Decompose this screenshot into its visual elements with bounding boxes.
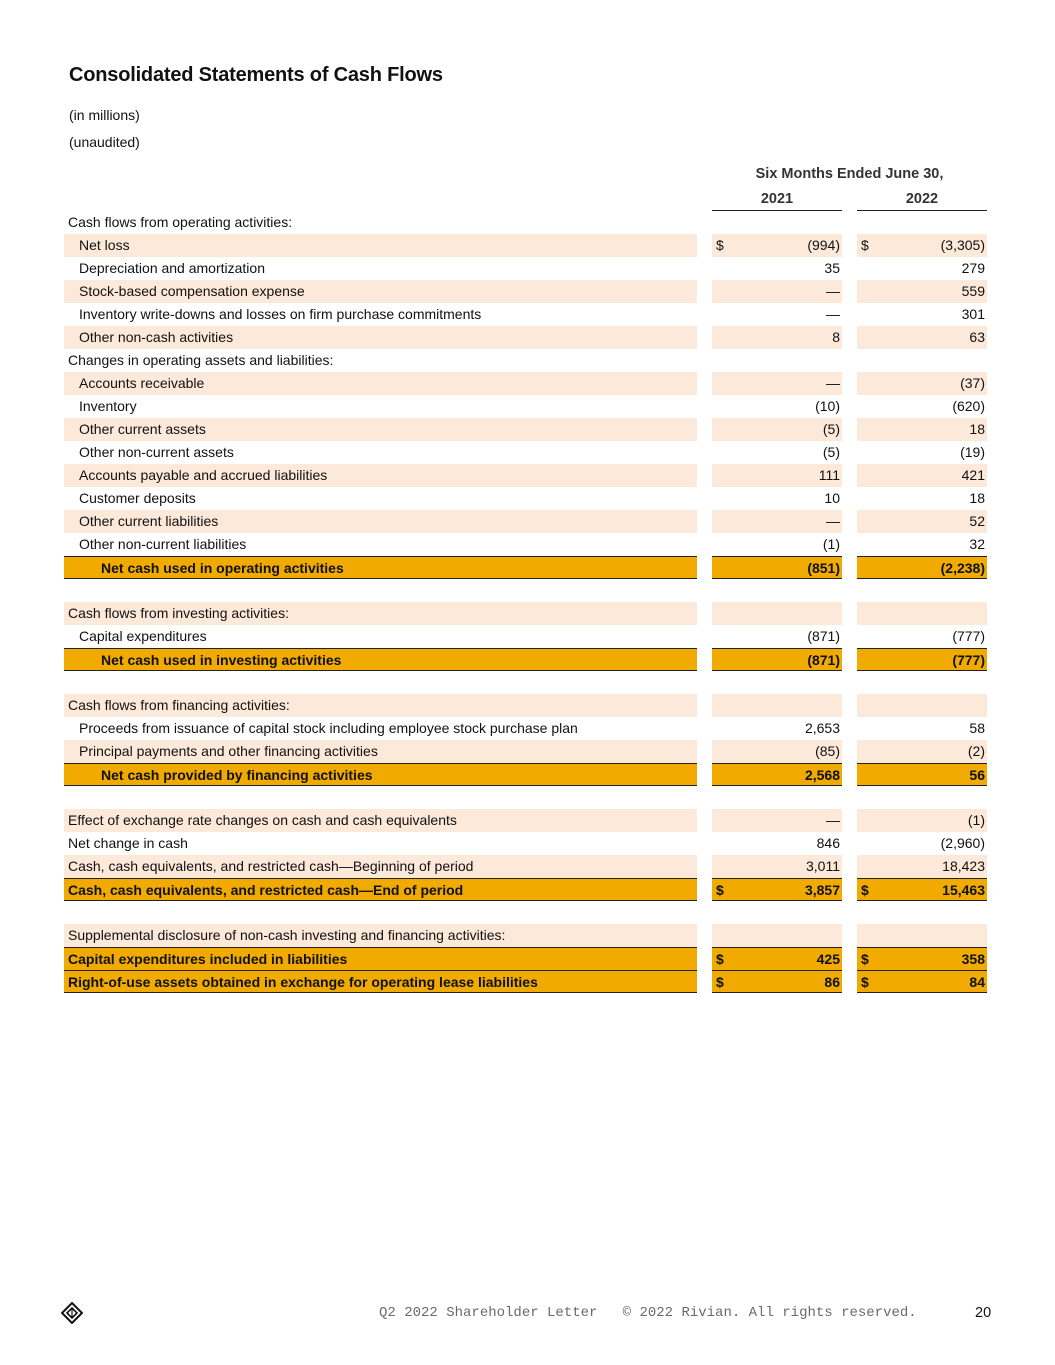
value-cell-2021 (712, 855, 842, 878)
row-label-cell (64, 234, 697, 257)
table-row (0, 947, 1055, 970)
row-label-cell (64, 464, 697, 487)
value-2022: (2,960) (940, 835, 985, 851)
value-2021: — (826, 375, 840, 391)
value-2022: 18 (969, 421, 985, 437)
row-label-cell (64, 809, 697, 832)
value-cell-2021 (712, 533, 842, 556)
value-cell-2022 (857, 464, 987, 487)
value-cell-2021 (712, 809, 842, 832)
value-2022: 58 (969, 720, 985, 736)
page-title: Consolidated Statements of Cash Flows (69, 64, 443, 86)
value-2021: (994) (807, 237, 840, 253)
row-label-cell (64, 717, 697, 740)
value-2021: 2,568 (804, 767, 840, 783)
table-row (0, 464, 1055, 487)
row-label: Accounts receivable (79, 375, 205, 391)
spacer-row (0, 671, 1055, 694)
row-label-cell (64, 740, 697, 763)
row-label: Customer deposits (79, 490, 196, 506)
value-cell-2021 (712, 694, 842, 717)
value-cell-2021 (712, 326, 842, 349)
table-row (0, 441, 1055, 464)
value-cell-2022 (857, 648, 987, 671)
value-cell-2022 (857, 602, 987, 625)
value-2021: (5) (822, 444, 840, 460)
table-row (0, 326, 1055, 349)
units-note: (in millions) (69, 107, 140, 123)
value-2021: (85) (815, 743, 840, 759)
row-label-cell (64, 625, 697, 648)
value-2021: (5) (822, 421, 840, 437)
row-label: Cash flows from investing activities: (68, 605, 289, 621)
value-cell-2021 (712, 257, 842, 280)
value-cell-2022 (857, 832, 987, 855)
row-label-cell (64, 349, 697, 372)
row-label-cell (64, 280, 697, 303)
value-2021: 86 (824, 974, 840, 990)
value-cell-2021 (712, 625, 842, 648)
value-cell-2021 (712, 418, 842, 441)
currency-symbol: $ (716, 237, 724, 253)
value-cell-2022 (857, 947, 987, 970)
value-cell-2022 (857, 372, 987, 395)
value-cell-2022 (857, 694, 987, 717)
row-label-cell (64, 970, 697, 993)
table-row (0, 487, 1055, 510)
footer-text: Q2 2022 Shareholder Letter © 2022 Rivian. All rights reserved. (379, 1305, 917, 1321)
table-row (0, 556, 1055, 579)
value-2022: (777) (952, 652, 985, 668)
value-2022: 18,423 (942, 858, 985, 874)
value-cell-2021 (712, 763, 842, 786)
value-2022: (1) (967, 812, 985, 828)
value-cell-2021 (712, 970, 842, 993)
spacer-row (0, 786, 1055, 809)
row-label-cell (64, 556, 697, 579)
value-2022: 15,463 (942, 882, 985, 898)
value-cell-2021 (712, 832, 842, 855)
table-row (0, 510, 1055, 533)
value-2021: (871) (807, 652, 840, 668)
value-cell-2022 (857, 533, 987, 556)
page-number: 20 (975, 1305, 992, 1321)
value-2021: 10 (824, 490, 840, 506)
row-label-cell (64, 694, 697, 717)
row-label-cell (64, 602, 697, 625)
row-label-cell (64, 947, 697, 970)
value-2021: — (826, 283, 840, 299)
value-cell-2021 (712, 280, 842, 303)
currency-symbol: $ (861, 951, 869, 967)
value-cell-2021 (712, 372, 842, 395)
value-cell-2022 (857, 280, 987, 303)
table-row (0, 648, 1055, 671)
value-cell-2022 (857, 878, 987, 901)
table-row (0, 625, 1055, 648)
cash-flow-table (0, 211, 1055, 993)
table-row (0, 832, 1055, 855)
row-label-cell (64, 832, 697, 855)
row-label-cell (64, 924, 697, 947)
row-label: Supplemental disclosure of non-cash investing and financing activities: (68, 927, 506, 943)
row-label-cell (64, 372, 697, 395)
currency-symbol: $ (861, 882, 869, 898)
table-row (0, 855, 1055, 878)
value-cell-2022 (857, 740, 987, 763)
value-2022: 18 (969, 490, 985, 506)
value-2022: 84 (969, 974, 985, 990)
value-cell-2022 (857, 349, 987, 372)
value-2021: (851) (807, 560, 840, 576)
value-2021: 2,653 (804, 720, 840, 736)
table-row (0, 211, 1055, 234)
currency-symbol: $ (716, 882, 724, 898)
row-label: Other current liabilities (79, 513, 219, 529)
value-cell-2021 (712, 717, 842, 740)
row-label: Accounts payable and accrued liabilities (79, 467, 328, 483)
currency-symbol: $ (861, 237, 869, 253)
value-cell-2021 (712, 211, 842, 234)
value-2021: 846 (816, 835, 840, 851)
period-header: Six Months Ended June 30, (755, 166, 944, 182)
value-cell-2022 (857, 924, 987, 947)
row-label-cell (64, 257, 697, 280)
row-label: Proceeds from issuance of capital stock including employee stock purchase plan (79, 720, 578, 736)
table-row (0, 924, 1055, 947)
row-label-cell (64, 510, 697, 533)
value-2022: 32 (969, 536, 985, 552)
row-label: Net cash provided by financing activities (101, 767, 373, 783)
value-2022: 63 (969, 329, 985, 345)
year-header-2021: 2021 (712, 188, 842, 211)
table-row (0, 717, 1055, 740)
row-label: Capital expenditures included in liabilities (68, 951, 348, 967)
value-2022: (3,305) (940, 237, 985, 253)
value-2021: 8 (832, 329, 840, 345)
row-label-cell (64, 487, 697, 510)
row-label: Other non-cash activities (79, 329, 234, 345)
row-label: Other current assets (79, 421, 206, 437)
row-label: Changes in operating assets and liabilities: (68, 352, 334, 368)
value-2021: 3,011 (806, 858, 840, 874)
row-label-cell (64, 303, 697, 326)
value-cell-2021 (712, 648, 842, 671)
row-label: Other non-current assets (79, 444, 234, 460)
value-cell-2022 (857, 418, 987, 441)
row-label-cell (64, 878, 697, 901)
row-label: Cash, cash equivalents, and restricted cash—Beginning of period (68, 858, 474, 874)
row-label-cell (64, 648, 697, 671)
value-2021: — (826, 306, 840, 322)
row-label-cell (64, 326, 697, 349)
value-2021: 111 (818, 467, 840, 483)
row-label-cell (64, 855, 697, 878)
value-2021: 35 (824, 260, 840, 276)
currency-symbol: $ (716, 974, 724, 990)
value-2022: (777) (952, 628, 985, 644)
value-cell-2021 (712, 441, 842, 464)
value-2021: 3,857 (804, 882, 840, 898)
value-cell-2021 (712, 924, 842, 947)
table-row (0, 280, 1055, 303)
value-cell-2021 (712, 510, 842, 533)
value-2022: (19) (960, 444, 985, 460)
value-cell-2022 (857, 809, 987, 832)
row-label: Net cash used in investing activities (101, 652, 342, 668)
table-row (0, 234, 1055, 257)
value-cell-2021 (712, 234, 842, 257)
value-2021: — (826, 812, 840, 828)
row-label: Cash flows from financing activities: (68, 697, 290, 713)
row-label: Principal payments and other financing activities (79, 743, 378, 759)
table-row (0, 349, 1055, 372)
value-2022: (37) (960, 375, 985, 391)
row-label-cell (64, 418, 697, 441)
table-row (0, 763, 1055, 786)
spacer-row (0, 901, 1055, 924)
value-cell-2022 (857, 763, 987, 786)
table-row (0, 602, 1055, 625)
table-row (0, 694, 1055, 717)
value-cell-2021 (712, 487, 842, 510)
value-cell-2022 (857, 487, 987, 510)
value-cell-2022 (857, 257, 987, 280)
value-2021: 425 (816, 951, 840, 967)
value-2021: (10) (815, 398, 840, 414)
value-cell-2022 (857, 303, 987, 326)
value-cell-2022 (857, 970, 987, 993)
value-cell-2021 (712, 349, 842, 372)
year-header-2022: 2022 (857, 188, 987, 211)
value-cell-2021 (712, 740, 842, 763)
value-2022: 421 (961, 467, 985, 483)
value-cell-2022 (857, 855, 987, 878)
value-cell-2022 (857, 717, 987, 740)
currency-symbol: $ (861, 974, 869, 990)
value-2022: 52 (969, 513, 985, 529)
table-row (0, 533, 1055, 556)
value-2021: (1) (822, 536, 840, 552)
table-row (0, 257, 1055, 280)
value-2021: — (826, 513, 840, 529)
value-cell-2022 (857, 625, 987, 648)
row-label: Inventory (79, 398, 137, 414)
value-cell-2021 (712, 395, 842, 418)
row-label: Stock-based compensation expense (79, 283, 305, 299)
currency-symbol: $ (716, 951, 724, 967)
row-label: Net loss (79, 237, 130, 253)
value-cell-2021 (712, 602, 842, 625)
spacer-row (0, 579, 1055, 602)
value-2022: 56 (969, 767, 985, 783)
value-cell-2021 (712, 947, 842, 970)
table-row (0, 740, 1055, 763)
table-row (0, 372, 1055, 395)
value-2022: 279 (961, 260, 985, 276)
table-row (0, 395, 1055, 418)
unaudited-note: (unaudited) (69, 134, 140, 150)
value-cell-2022 (857, 556, 987, 579)
value-cell-2022 (857, 510, 987, 533)
table-row (0, 303, 1055, 326)
row-label: Cash flows from operating activities: (68, 214, 293, 230)
row-label: Effect of exchange rate changes on cash and cash equivalents (68, 812, 457, 828)
value-2022: (2) (967, 743, 985, 759)
row-label: Depreciation and amortization (79, 260, 265, 276)
row-label: Net change in cash (68, 835, 188, 851)
value-cell-2022 (857, 441, 987, 464)
value-cell-2021 (712, 878, 842, 901)
value-2022: 358 (961, 951, 985, 967)
value-cell-2022 (857, 234, 987, 257)
value-cell-2021 (712, 556, 842, 579)
value-2022: 559 (961, 283, 985, 299)
rivian-diamond-logo-icon (61, 1302, 83, 1324)
value-2022: 301 (961, 306, 985, 322)
table-row (0, 878, 1055, 901)
value-2022: (620) (952, 398, 985, 414)
row-label-cell (64, 395, 697, 418)
row-label: Net cash used in operating activities (101, 560, 344, 576)
row-label: Inventory write-downs and losses on firm purchase commitments (79, 306, 482, 322)
row-label: Other non-current liabilities (79, 536, 247, 552)
value-cell-2022 (857, 211, 987, 234)
value-2022: (2,238) (940, 560, 985, 576)
value-cell-2021 (712, 303, 842, 326)
value-cell-2022 (857, 326, 987, 349)
table-row (0, 418, 1055, 441)
table-row (0, 970, 1055, 993)
row-label-cell (64, 211, 697, 234)
row-label-cell (64, 763, 697, 786)
value-2021: (871) (807, 628, 840, 644)
table-row (0, 809, 1055, 832)
row-label-cell (64, 441, 697, 464)
value-cell-2021 (712, 464, 842, 487)
row-label: Cash, cash equivalents, and restricted cash—End of period (68, 882, 464, 898)
row-label: Capital expenditures (79, 628, 207, 644)
row-label-cell (64, 533, 697, 556)
row-label: Right-of-use assets obtained in exchange for operating lease liabilities (68, 974, 538, 990)
value-cell-2022 (857, 395, 987, 418)
